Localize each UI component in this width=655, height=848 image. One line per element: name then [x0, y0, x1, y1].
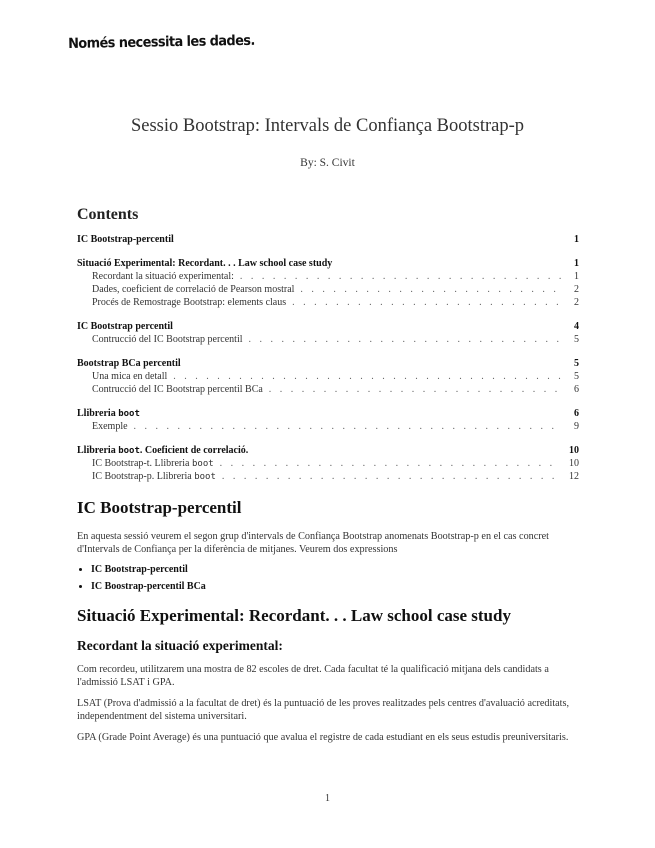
subsection-heading: Recordant la situació experimental: [77, 638, 283, 653]
toc-page: 10 [569, 445, 579, 456]
table-of-contents [77, 234, 579, 484]
section-paragraph: GPA (Grade Point Average) és una puntuació que avalua el registre de cada estudiant en els seus estudis preuniversitaris. [77, 732, 569, 743]
document-body [77, 498, 580, 752]
page-number: 1 [325, 793, 330, 804]
toc-label: Llibreria boot. Coeficient de correlació. [77, 445, 249, 456]
toc-subsection[interactable] [77, 458, 579, 471]
toc-section-1[interactable] [77, 234, 579, 247]
toc-subsection[interactable] [77, 421, 579, 434]
author-byline: By: S. Civit [300, 157, 355, 169]
section-heading: Situació Experimental: Recordant. . . Law school case study [77, 606, 511, 625]
toc-label: IC Bootstrap-percentil [77, 234, 174, 245]
toc-page: 2 [574, 284, 579, 295]
toc-page: 5 [574, 334, 579, 345]
toc-section-6[interactable] [77, 445, 579, 458]
toc-label: Llibreria boot [77, 408, 140, 419]
toc-page: 12 [569, 471, 579, 482]
toc-page: 4 [574, 321, 579, 332]
contents-heading: Contents [77, 206, 139, 223]
bullet-item: • IC Boostrap-percentil BCa [91, 581, 580, 592]
handwritten-note: Només necessita les dades. [68, 32, 255, 52]
code-boot: boot [118, 409, 140, 419]
toc-page: 1 [574, 258, 579, 269]
toc-label: Una mica en detall [92, 371, 168, 382]
toc-label: Exemple [92, 421, 128, 432]
toc-page: 1 [574, 271, 579, 282]
toc-page: 6 [574, 384, 579, 395]
toc-subsection[interactable] [77, 384, 579, 397]
toc-subsection[interactable] [77, 471, 579, 484]
toc-label: Bootstrap BCa percentil [77, 358, 181, 369]
toc-section-2[interactable] [77, 258, 579, 271]
toc-label: Situació Experimental: Recordant. . . Law school case study [77, 258, 333, 269]
toc-subsection[interactable] [77, 371, 579, 384]
toc-page: 1 [574, 234, 579, 245]
toc-page: 6 [574, 408, 579, 419]
toc-page: 5 [574, 371, 579, 382]
toc-subsection[interactable] [77, 284, 579, 297]
toc-page: 5 [574, 358, 579, 369]
section-paragraph: LSAT (Prova d'admissió a la facultat de dret) és la puntuació de les proves realitzades pels centres d'avaluació acreditats, independentment del sistema universitari. [77, 698, 570, 722]
toc-section-4[interactable] [77, 358, 579, 371]
toc-label: IC Bootstrap-t. Llibreria boot [92, 458, 214, 469]
bullet-item: • IC Bootstrap-percentil [91, 564, 580, 575]
section-paragraph: En aquesta sessió veurem el segon grup d'intervals de Confiança Bootstrap anomenats Bootstrap-p en el cas concret d'Intervals de Confiança per la diferència de mitjanes. Veurem dos expressions [77, 531, 550, 555]
toc-page: 10 [569, 458, 579, 469]
toc-label: Recordant la situació experimental: [92, 271, 234, 282]
toc-page: 2 [574, 297, 579, 308]
bullet-list [77, 564, 580, 592]
toc-section-3[interactable] [77, 321, 579, 334]
toc-label: Contrucció del IC Bootstrap percentil [92, 334, 243, 345]
toc-label: IC Bootstrap-p. Llibreria boot [92, 471, 216, 482]
toc-subsection[interactable] [77, 297, 579, 310]
document-title: Sessio Bootstrap: Intervals de Confiança Bootstrap-p [130, 116, 525, 136]
toc-subsection[interactable] [77, 334, 579, 347]
code-boot: boot [191, 459, 214, 469]
toc-label: IC Bootstrap percentil [77, 321, 173, 332]
toc-page: 9 [574, 421, 579, 432]
toc-label: Dades, coeficient de correlació de Pearson mostral [92, 284, 295, 295]
toc-subsection[interactable] [77, 271, 579, 284]
toc-section-5[interactable] [77, 408, 579, 421]
code-boot: boot [194, 472, 216, 482]
code-boot: boot [118, 446, 140, 456]
section-paragraph: Com recordeu, utilitzarem una mostra de 82 escoles de dret. Cada facultat té la qualificació mitjana dels candidats a l'admissió LSAT i GPA. [77, 664, 549, 688]
section-heading: IC Bootstrap-percentil [77, 498, 242, 517]
toc-label: Procés de Remostrage Bootstrap: elements claus [92, 297, 287, 308]
toc-label: Contrucció del IC Bootstrap percentil BCa [92, 384, 263, 395]
